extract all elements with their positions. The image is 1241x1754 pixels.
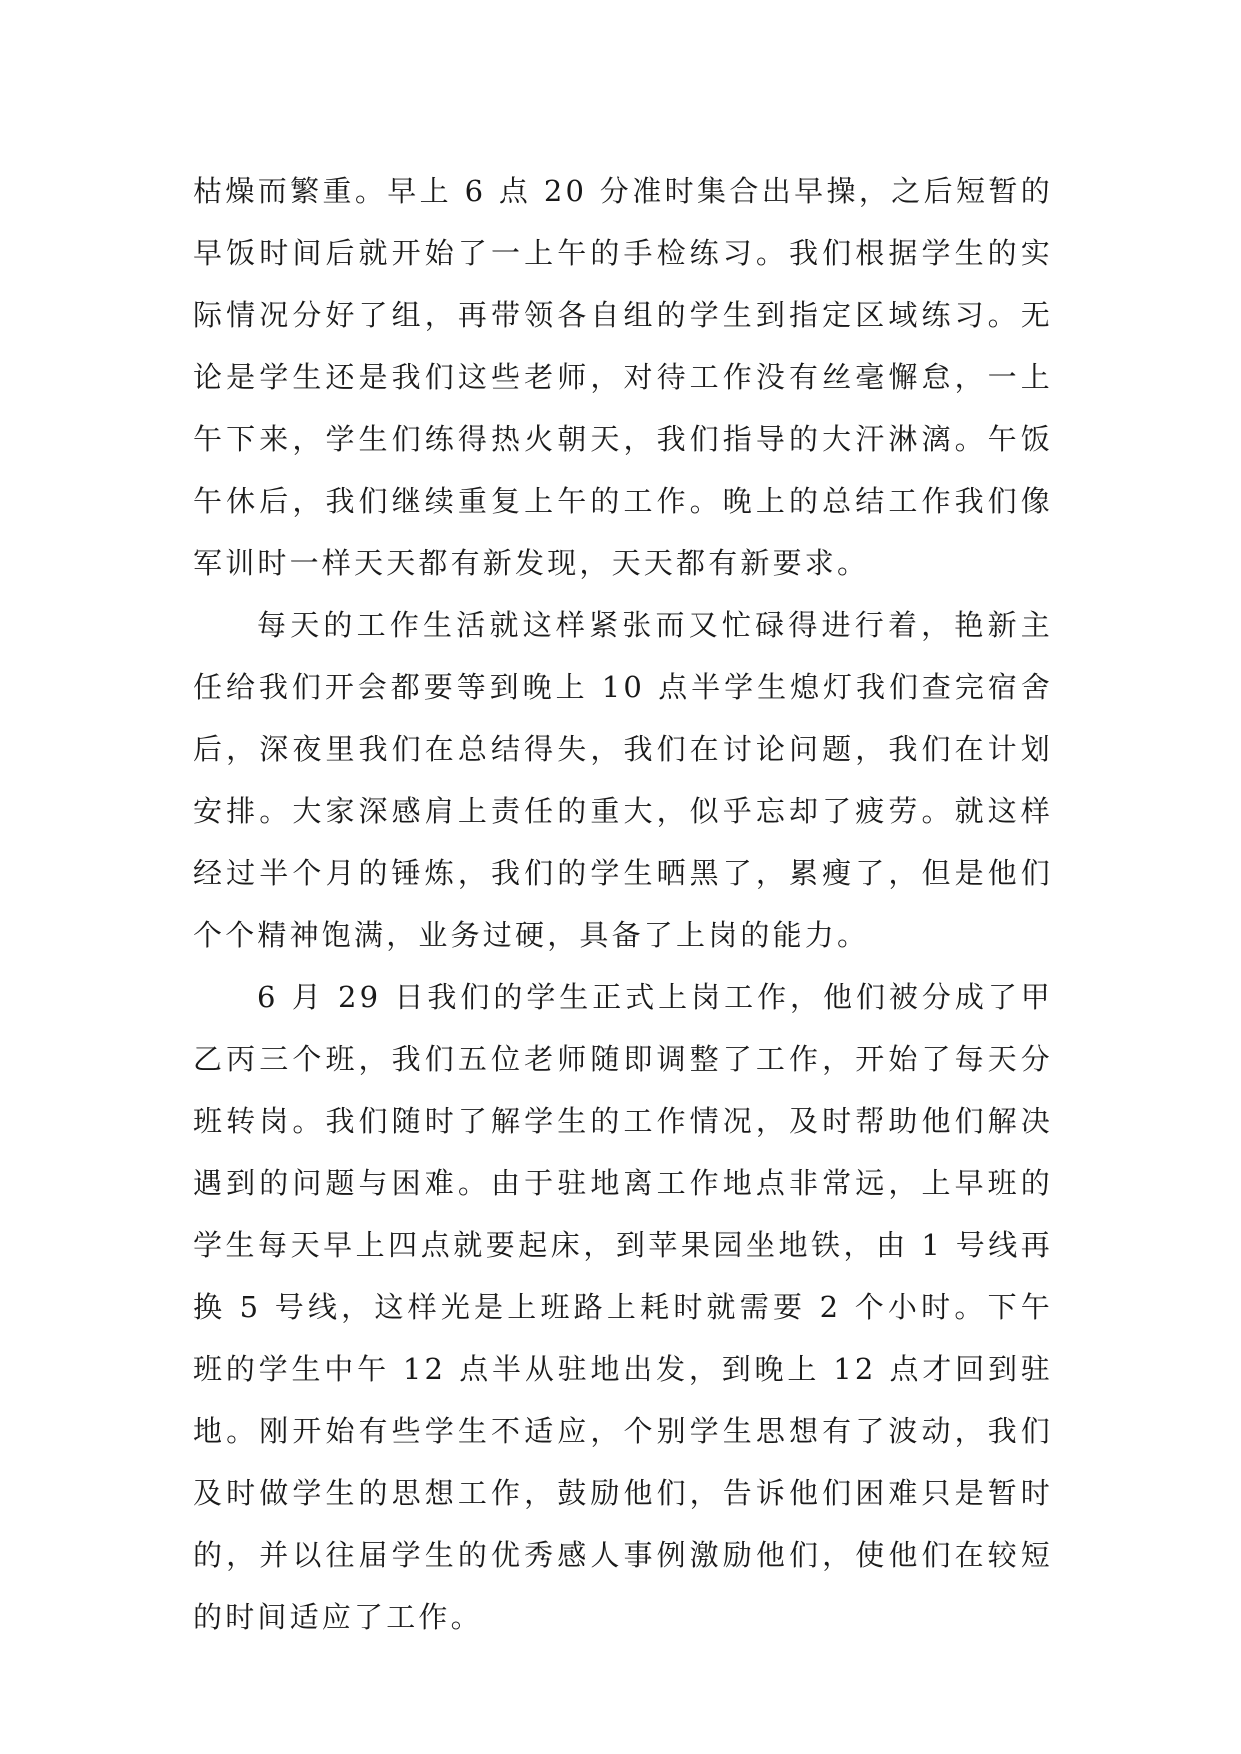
paragraph-on-duty: 6 月 29 日我们的学生正式上岗工作，他们被分成了甲乙丙三个班，我们五位老师随即调整了工作，开始了每天分班转岗。我们随时了解学生的工作情况，及时帮助他们解决遇到的问题与困难。由于驻地离工作地点非常远，上早班的学生每天早上四点就要起床，到苹果园坐地铁，由 1 号线再换 5 号线，这样光是上班路上耗时就需要 2 个小时。下午班的学生中午 12 点半从驻地出发，到晚上 12 点才回到驻地。刚开始有些学生不适应，个别学生思想有了波动，我们及时做学生的思想工作，鼓励他们，告诉他们困难只是暂时的，并以往届学生的优秀感人事例激励他们，使他们在较短的时间适应了工作。 [193,980,1053,1634]
paragraph-daily-work: 每天的工作生活就这样紧张而又忙碌得进行着，艳新主任给我们开会都要等到晚上 10 点半学生熄灯我们查完宿舍后，深夜里我们在总结得失，我们在讨论问题，我们在计划安排。大家深感肩上责任的重大，似乎忘却了疲劳。就这样经过半个月的锤炼，我们的学生晒黑了，累瘦了，但是他们个个精神饱满，业务过硬，具备了上岗的能力。 [193,608,1053,952]
paragraph-continuation: 枯燥而繁重。早上 6 点 20 分准时集合出早操，之后短暂的早饭时间后就开始了一上午的手检练习。我们根据学生的实际情况分好了组，再带领各自组的学生到指定区域练习。无论是学生还是我们这些老师，对待工作没有丝毫懈怠，一上午下来，学生们练得热火朝天，我们指导的大汗淋漓。午饭午休后，我们继续重复上午的工作。晚上的总结工作我们像军训时一样天天都有新发现，天天都有新要求。 [193,174,1053,580]
document-body [193,160,1053,1648]
